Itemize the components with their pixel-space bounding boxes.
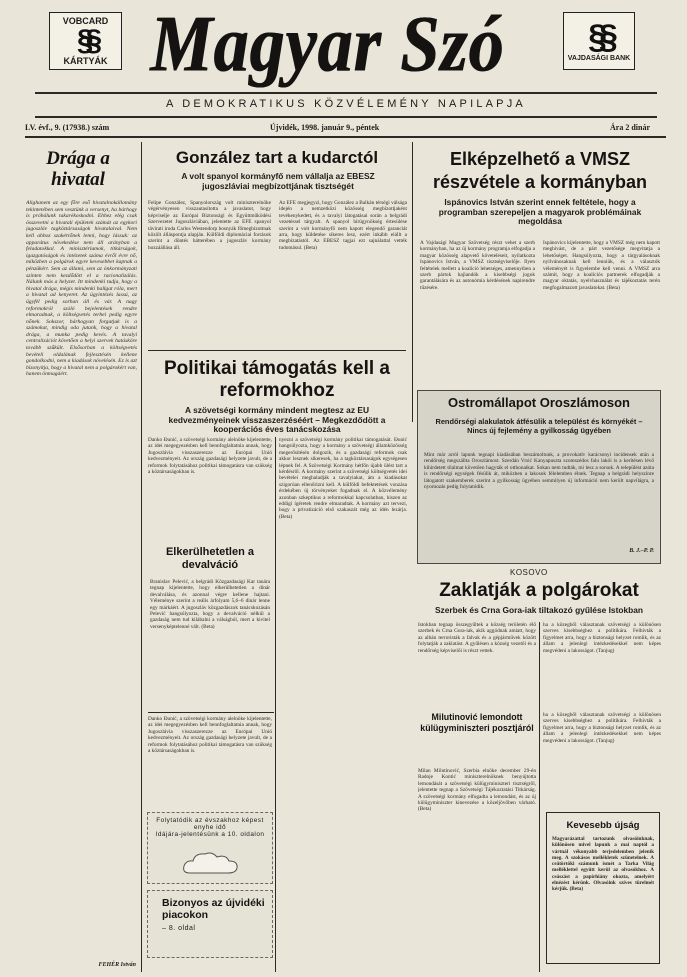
ostrom-author: B. J.–P. P. <box>629 548 654 554</box>
ostrom-deck: Rendőrségi alakulatok átfésülik a települést és környékét – Nincs új fejlemény a gyilkosság ügyében <box>435 417 643 435</box>
issue-price: Ára 2 dinár <box>610 123 650 132</box>
milutinovic-text: Milan Milutinović, Szerbia elnöke december 29-én Radoje Kontić miniszterelnöknek benyújtotta lemondását a szövetségi külügyminiszteri tisztségről, jelentette tegnap a Szövetségi Tájékoztatási Titkárság. A szövetségi kormány elfogadta a lemondást, és az új külügyminiszter kinevezése a közeljövőben várható. (Beta) <box>418 768 536 813</box>
elkerulhetetlen-text: Branislav Pelević, a belgrádi Közgazdasági Kar tanára tegnap kijelentette, hogy elkerülhetetlen a dinár devalválása, és azonnal végre kellene hajtani. Véleménye szerint a reális árfolyam 5,6–6 dinár lenne egy márkáért. A jugoszláv közgazdászok tanácskozásán Pelević hangsúlyozta, hogy a devalváció nélkül a gazdaság nem tud kilábalni a válságból, mert a kivitel versenyképtelenné vált. (Beta) <box>150 579 270 630</box>
vobcard-emblem-icon: §§ <box>76 24 95 57</box>
editorial-text: Alighanem az egy főre eső hivatalnokállomány tekintetében sem vesztünk a versenyt, ha bárhogy is próbálunk takarékoskodni. Ehhez elég csak összevetni a hivatali épületek számát az egykori jugoszláv tagköztársaságok hivatalaival. Nem kell ahhoz szakértőnek lenni, hogy lássuk: az apparátus növekedése nem áll arányban a feladatokkal. A minisztériumok, titkárságok, igazgatóságok és intézetek száma évről évre nő, miközben a polgárok egyre kevesebbet kapnak a pénzükért. Sem az állami, sem az önkormányzati szinten nem kezdődött el a racionalizálás. Nálunk más a helyzet. Itt mindenki tudja, hogy a hivatal drága, mégis mindenki hallgat róla, mert a hivatal ad kenyeret. Az ügyintézés lassú, az ügyfél pedig sorban áll és vár. A nagy reformokról szóló bejelentések rendre elmaradnak, a költségvetés terhei pedig egyre nőnek. Sokszor, bárhogyan forgatjuk is a számokat, mindig oda jutunk, hogy a hivatal drága, a munka pedig kevés. A tavalyi centralizációt követően a helyi szervek hatásköre tovább szűkült. Elsősorban a költségvetés bevételi oldalának fejlesztésén kellene gondolkodni, nem a kiadások növelésén. Ez is azt bizonyítja, hogy a hivatal nem a polgárokért van, hanem önmagáért. <box>26 200 137 378</box>
market-promo-page: – 8. oldal <box>162 925 196 932</box>
gonzalez-col2: Az EFE megjegyzi, hogy González a Balkán térségi válsága idején a nemzetközi közösség megbízottjaként tevékenykedett, és a tavalyi látogatásai során a belgrádi vezetéssel tárgyalt. A spanyol hírügynökség értesülése szerint a volt kormányfő nem kapott elegendő garanciát arra, hogy küldetése sikeres lesz, ezért inkább elállt a megbízatástól. Az EBESZ tagjai ezt sajnálattal vették tudomásul. (Beta) <box>279 200 407 251</box>
politikai-title: Politikai támogatás kell a reformokhoz <box>164 358 390 401</box>
politikai-col2: nyezni a szövetségi kormány politikai támogatását. Đunić hangsúlyozta, hogy a kormány a szövetségi államközösség megerősítésén dolgozik, és a gazdasági reformok csak akkor lesznek sikeresek, ha a tagköztársaságok egységesen lépnek fel. A Szövetségi Kormány hétfőn újabb ülést tart a kérdésről. A kormány szerint a szövetségi költségvetés idei bevételei meghaladják a tavalyiakat, ám a kiadásokat szigorúan ellenőrizni kell. A külföldi befektetések vonzása érdekében új törvényeket fogadnak el. A közvélemény azonban szkeptikus a reformokkal kapcsolatban, hiszen az eddigi ígéretek rendre elmaradtak. A kormány azt tervezi, hogy a privatizáció első szakaszát még az idén lezárja. (Beta) <box>279 437 407 520</box>
market-promo[interactable] <box>147 890 273 958</box>
kosovo-col2-continued: ha a közegből választanak szövetségi a különösen szerves kisebbséghez a politikára. Felhívták a figyelmet arra, hogy a biztonsági helyzet romlik, és az állam a jelenlegi intézkedésekkel nem képes megvédeni a lakosságot. (Tanjug) <box>543 712 661 744</box>
vajdasagi-bank-logo <box>563 12 635 70</box>
kosovo-col2: ha a közegből választanak szövetségi a különösen szerves kisebbséghez a politikára. Felhívták a figyelmet arra, hogy a biztonsági helyzet romlik, és az állam a jelenlegi intézkedésekkel nem képes megvédeni a lakosságot. (Tanjug) <box>543 622 661 654</box>
bank-logo-bottom: VAJDASÁGI BANK <box>567 55 631 62</box>
editorial-title: Drága a hivatal <box>46 148 110 190</box>
kosovo-col1: Istokban tegnap összegyűltek a község területén élő szerbek és Crna Gora-iak, akik aggódnak amiatt, hogy az albán terroristák a falvak és a gépjárművek között folytatják a zaklatást. A gyűlésen a község vezetői és a rendőrség képviselői is részt vettek. <box>418 622 536 654</box>
cloud-icon <box>180 849 242 877</box>
vobcard-logo-top: VOBCARD <box>62 16 109 26</box>
milutinovic-title: Milutinović lemondott külügyminiszteri posztjáról <box>420 712 534 733</box>
bank-emblem-icon: §§ <box>588 18 610 56</box>
politikai-col1: Danko Đunić, a szövetségi kormány alelnöke kijelentette, az idei megegyezésben kell bennfoglaltatnia annak, hogy Jugoszlávia visszaszerezze az Európai Unió kedvezményeit. Az ország gazdasági helyzete javult, de a reformok folytatásához politikai támogatásra van szükség a köztársaságokban is. <box>148 437 272 476</box>
market-promo-text: Bizonyos az újvidéki piacokon <box>162 897 265 921</box>
kosovo-title: Zaklatják a polgárokat <box>439 580 639 601</box>
vobcard-logo-bottom: KÁRTYÁK <box>63 56 108 66</box>
masthead-title: Magyar Szó <box>150 0 505 89</box>
ostrom-text: Mint már arról lapunk tegnapi kiadásában beszámoltunk, a provokatív karácsonyi incidensek után a rendőrség megszállta Oroszlámost. Szerdán Vrsić Kanyapuszta szomszédos falu lakói is a kerítésen lévő kihirdetett tilalmat követően hagyták el otthonaikat. Sokan nem tudták, mi lesz a sorsuk. A települést azóta is rendőrségi egységek fésülik át, miközben a lakosok félelemben élnek. Tegnap a belgrádi helyszínre látogatott szakemberek szerint a gyilkosság ügyében semmilyen új információ nem került napvilágra, a nyomozás pedig folytatódik. <box>424 452 654 491</box>
gonzalez-title: González tart a kudarctól <box>175 148 379 167</box>
weather-promo[interactable] <box>147 812 273 884</box>
issue-date: Újvidék, 1998. január 9., péntek <box>270 123 380 132</box>
vmsz-title: Elképzelhető a VMSZ részvétele a kormányban <box>432 149 648 192</box>
masthead-subtitle: A DEMOKRATIKUS KÖZVÉLEMÉNY NAPILAPJA <box>166 98 526 110</box>
editorial-author: FEHÉR István <box>98 962 136 968</box>
vobcard-logo <box>49 12 122 70</box>
politikai-col1-continued: Danko Đunić, a szövetségi kormány alelnöke kijelentette, az idei megegyezésben kell bennfoglaltatnia annak, hogy Jugoszlávia visszaszerezze az Európai Unió kedvezményeit. Az ország gazdasági helyzete javult, de a reformok folytatásához politikai támogatásra van szükség a köztársaságokban is. <box>148 716 272 755</box>
kosovo-label: KOSOVO <box>510 568 548 577</box>
vmsz-deck: Ispánovics István szerint ennek feltétele, hogy a programban szerepeljen a magyarok problémáinak megoldása <box>438 197 642 227</box>
kevesebb-text: Magyarázattal tartozunk olvasóinknak, különösen mivel lapunk a mai naptól a vártnál vékonyabb terjedelemben jelenik meg. A szokásos mellékletek szünetelnek. A csütörtöki számunk ismét a Tarka Világ melléklettel együtt kerül az olvasókhoz. A csúszást a papírhiány okozta, amelyért elnézést kérünk. Olvasóink szíves türelmét kérjük. (Beta) <box>552 836 654 893</box>
ostrom-title: Ostromállapot Oroszlámoson <box>447 395 631 410</box>
kevesebb-title: Kevesebb újság <box>566 820 640 831</box>
weather-promo-text: Folytatódik az évszakhoz képest enyhe idő <box>156 817 264 831</box>
gonzalez-deck: A volt spanyol kormányfő nem vállalja az EBESZ jugoszláviai megbízottjának tisztségét <box>181 171 375 191</box>
vmsz-col1: A Vajdasági Magyar Szövetség részt vehet a szerb kormányban, ha az új kormány programja elfogadja a magyar közösség alapvető követeléseit, nyilatkozta Ispánovics István, a VMSZ tisztségviselője. Ilyen feltételek mellett a koalíció lehetséges, amennyiben a szerb pártok hajlandók a kisebbségi jogok garantálására és az autonómia kérdésének napirendre tűzésére. <box>420 240 535 291</box>
politikai-deck: A szövetségi kormány mindent megtesz az EU kedvezményeinek visszaszerzéséért – Megkezdődött a kooperációs éves tanácskozása <box>168 405 386 435</box>
weather-promo-page: Idájára-jelentésünk a 10. oldalon <box>155 831 265 838</box>
elkerulhetetlen-title: Elkerülhetetlen a devalváció <box>165 546 255 571</box>
issue-volume: LV. évf., 9. (17938.) szám <box>25 123 110 132</box>
kosovo-deck: Szerbek és Crna Gora-iak tiltakozó gyűlése Istokban <box>434 605 644 615</box>
gonzalez-col1: Felipe González, Spanyolország volt miniszterelnöke végérvényesen visszautasította a javaslatot, hogy képviselje az Európai Biztonsági és Együttműködési Szervezetet Jugoszláviában, jelentette az EFE spanyol távirati iroda Carlos Westendorp bosnyák főmegbízottnak közölt álláspontja alapján. Külföldi diplomáciai források szerint a döntés hátterében a jugoszláv kormány hozzáállása áll. <box>148 200 271 251</box>
vmsz-col2: Ispánovics kijelentette, hogy a VMSZ még nem kapott meghívást, de a párt vezetősége megvitatja a lehetőséget. Hangsúlyozta, hogy a tárgyalásoknak nyilvánosaknak kell lenniük, és a választók véleményét is figyelembe kell venni. A VMSZ arra számít, hogy a koalíciós partnerek elfogadják a magyar oktatás, nyelvhasználat és tájékoztatás terén megfogalmazott javaslatokat. (Beta) <box>543 240 660 291</box>
